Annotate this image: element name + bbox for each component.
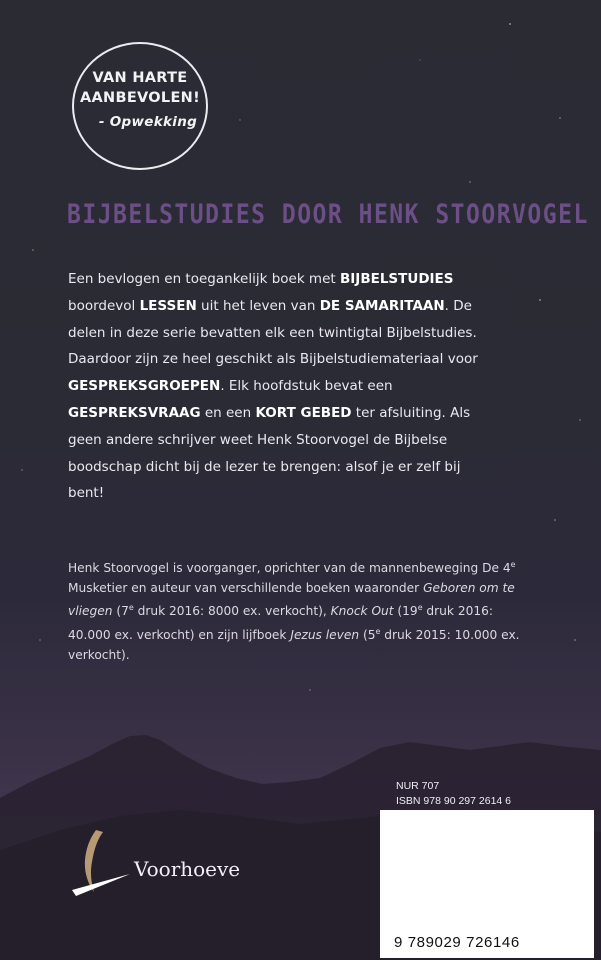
badge-line-2: AANBEVOLEN! — [79, 90, 201, 106]
recommendation-badge — [72, 42, 208, 170]
text-run: en een — [200, 404, 256, 421]
emphasis-text: LESSEN — [139, 297, 197, 314]
text-run: (7 — [112, 604, 129, 619]
author-bio — [68, 555, 520, 665]
emphasis-text: DE SAMARITAAN — [319, 297, 445, 314]
text-run: ter afsluiting. Als geen andere schrijver weet Henk Stoorvogel de Bijbelse boodschap dicht bij de lezer te brengen: alsof je er zelf bij bent! — [68, 404, 471, 502]
barcode — [380, 810, 594, 958]
text-run: druk 2015: 10.000 ex. verkocht). — [68, 627, 520, 662]
text-run: druk 2016: 40.000 ex. verkocht) en zijn lijfboek — [68, 604, 493, 642]
text-run: Een bevlogen en toegankelijk boek met — [68, 271, 340, 287]
text-run: . De delen in deze serie bevatten elk een twintigtal Bijbelstudies. Daardoor zijn ze heel geschikt als Bijbelstudiemateriaal voor — [68, 297, 478, 368]
text-run: Henk Stoorvogel is voorganger, oprichter van de mannenbeweging De 4 — [68, 561, 511, 576]
badge-source: - Opwekking — [98, 114, 198, 130]
book-title: Jezus leven — [290, 627, 360, 642]
emphasis-text: KORT GEBED — [255, 404, 352, 421]
barcode-bars — [392, 822, 582, 934]
text-run: boordevol — [68, 297, 140, 314]
blurb-paragraph — [68, 266, 488, 507]
nur-isbn — [396, 779, 511, 809]
text-run: (5 — [359, 627, 376, 642]
text-run: e — [375, 626, 381, 636]
emphasis-text: GESPREKSGROEPEN — [68, 378, 221, 395]
publisher-name: Voorhoeve — [134, 857, 241, 881]
text-run: e — [417, 603, 423, 613]
text-run: Musketier en auteur van verschillende boeken waaronder — [68, 580, 424, 595]
series-title: BIJBELSTUDIES DOOR HENK STOORVOGEL — [67, 200, 589, 230]
badge-line-1: VAN HARTE — [92, 70, 188, 86]
isbn-number: ISBN 978 90 297 2614 6 — [396, 795, 512, 807]
text-run: druk 2016: 8000 ex. verkocht), — [133, 604, 331, 619]
nur-code: NUR 707 — [396, 780, 440, 792]
text-run: . Elk hoofdstuk bevat een — [220, 378, 393, 395]
emphasis-text: BIJBELSTUDIES — [339, 271, 454, 287]
text-run: e — [510, 560, 516, 569]
book-title: Geboren om te vliegen — [68, 580, 515, 619]
quill-icon — [70, 828, 134, 898]
barcode-digits: 9 789029 726146 — [394, 934, 520, 951]
text-run: (19 — [393, 604, 418, 619]
book-title: Knock Out — [330, 604, 394, 619]
text-run: uit het leven van — [196, 297, 320, 314]
emphasis-text: GESPREKSVRAAG — [68, 404, 201, 421]
text-run: e — [128, 603, 134, 613]
